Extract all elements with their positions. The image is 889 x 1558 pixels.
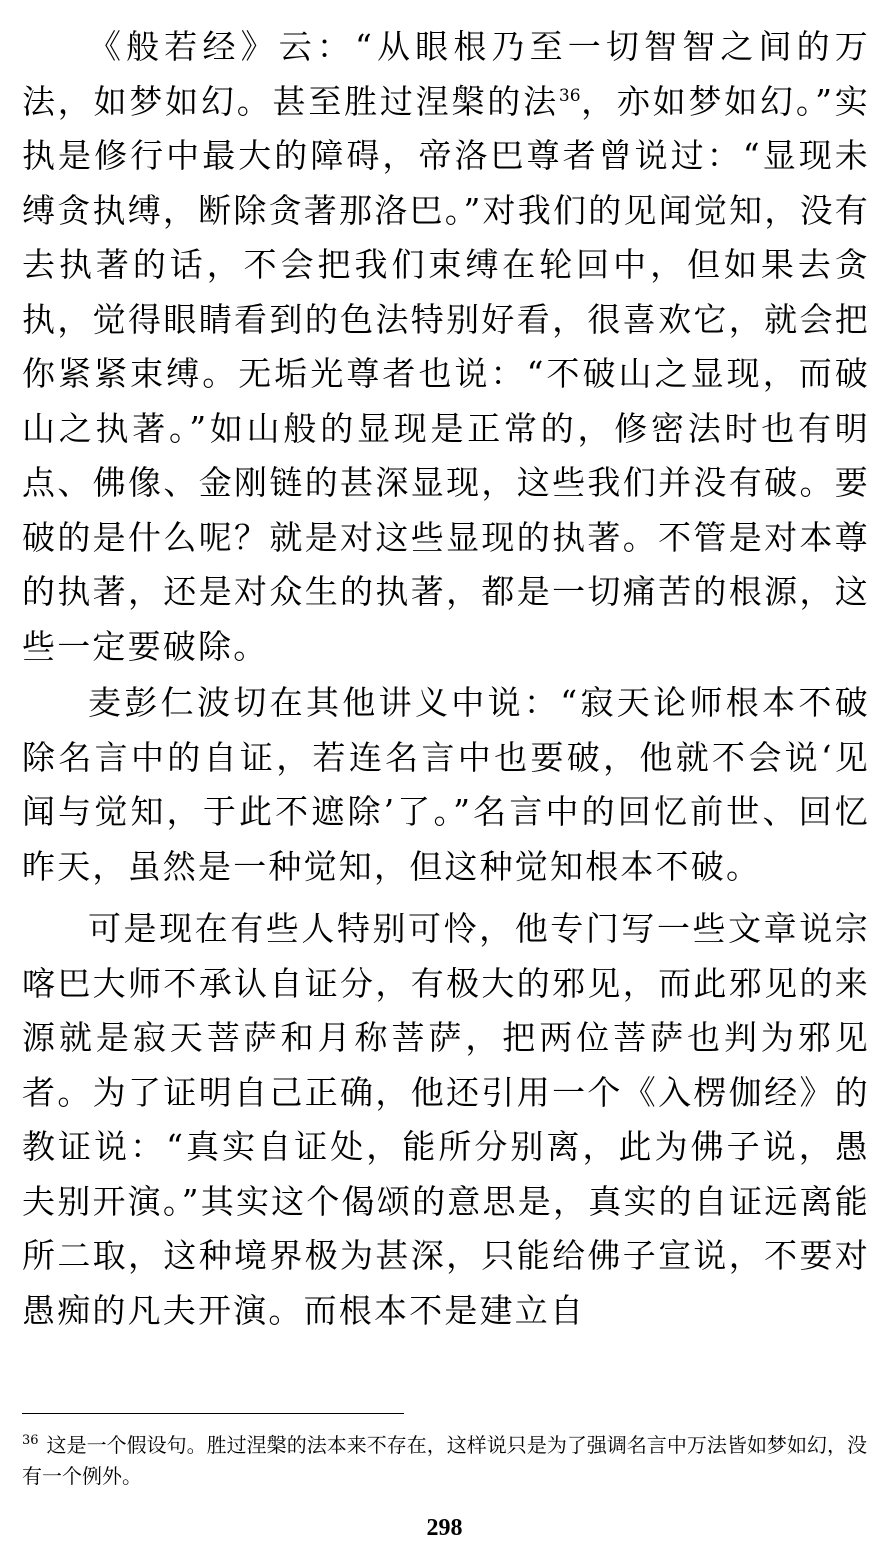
paragraph-1 [22, 20, 870, 674]
paragraph-2: 麦彭仁波切在其他讲义中说：“寂天论师根本不破除名言中的自证，若连名言中也要破，他就不会说‘见闻与觉知，于此不遮除’了。”名言中的回忆前世、回忆昨天，虽然是一种觉知，但这种觉知根本不破。 [22, 683, 870, 886]
paragraph-1-text-before-note: 《般若经》云：“从眼根乃至一切智智之间的万法，如梦如幻。甚至胜过涅槃的法 [22, 27, 870, 121]
footnote-text: 这是一个假设句。胜过涅槃的法本来不存在，这样说只是为了强调名言中万法皆如梦如幻，没有一个例外。 [22, 1433, 867, 1488]
footnote-number: 36 [22, 1433, 39, 1449]
page-number: 298 [426, 1515, 463, 1541]
footnote-divider [22, 1413, 404, 1414]
footnote-reference[interactable]: 36 [558, 85, 581, 106]
paragraph-1-text-after-note: ，亦如梦如幻。”实执是修行中最大的障碍，帝洛巴尊者曾说过：“显现未缚贪执缚，断除贪著那洛巴。”对我们的见闻觉知，没有去执著的话，不会把我们束缚在轮回中，但如果去贪执，觉得眼睛看到的色法特别好看，很喜欢它，就会把你紧紧束缚。无垢光尊者也说：“不破山之显现，而破山之执著。”如山般的显现是正常的，修密法时也有明点、佛像、金刚链的甚深显现，这些我们并没有破。要破的是什么呢？就是对这些显现的执著。不管是对本尊的执著，还是对众生的执著，都是一切痛苦的根源，这些一定要破除。 [22, 81, 871, 666]
page-body [22, 20, 870, 1338]
paragraph-3: 可是现在有些人特别可怜，他专门写一些文章说宗喀巴大师不承认自证分，有极大的邪见，而此邪见的来源就是寂天菩萨和月称菩萨，把两位菩萨也判为邪见者。为了证明自己正确，他还引用一个《入楞伽经》的教证说：“真实自证处，能所分别离，此为佛子说，愚夫别开演。”其实这个偈颂的意思是，真实的自证远离能所二取，这种境界极为甚深，只能给佛子宣说，不要对愚痴的凡夫开演。而根本不是建立自 [22, 909, 870, 1330]
footnote [22, 1430, 867, 1492]
